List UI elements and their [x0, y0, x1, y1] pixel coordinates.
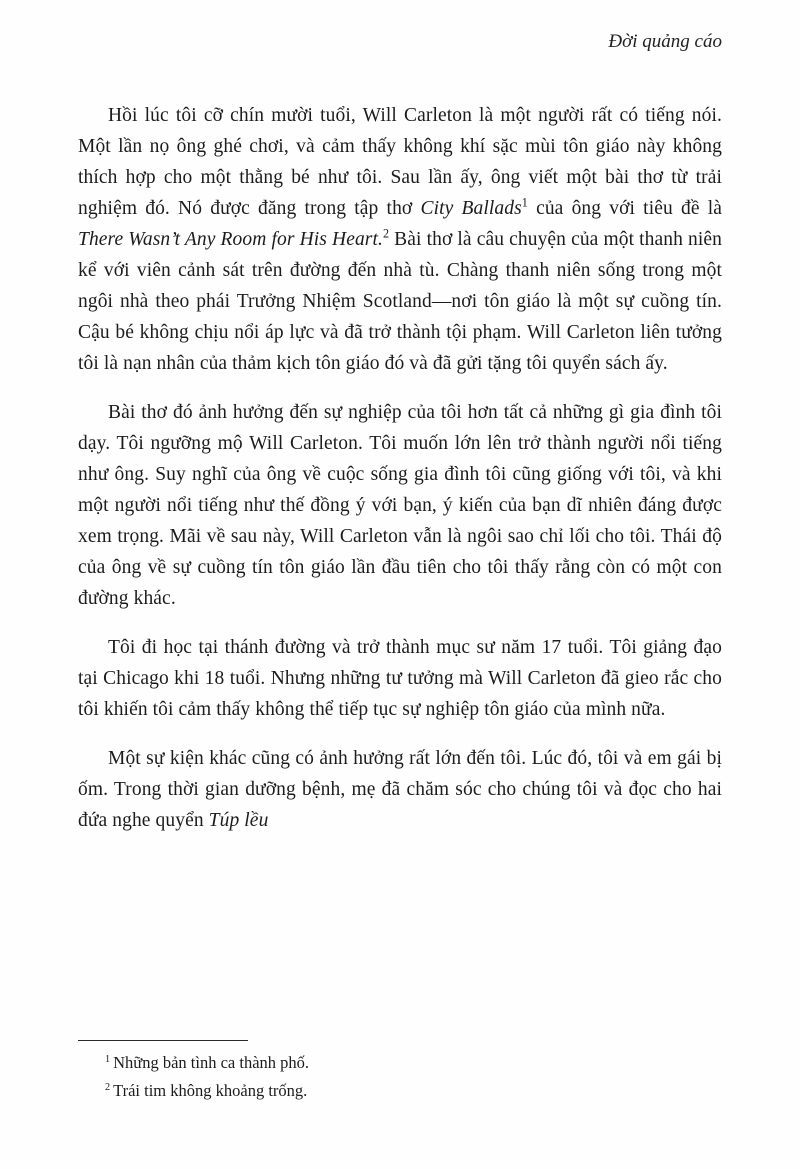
footnote-text: Những bản tình ca thành phố. [113, 1053, 310, 1072]
text-run: Túp lều [208, 810, 269, 831]
page-body [78, 100, 722, 836]
footnote-marker: 2 [105, 1081, 111, 1093]
text-run: Một sự kiện khác cũng có ảnh hưởng rất lớn đến tôi. Lúc đó, tôi và em gái bị ốm. Trong thời gian dưỡng bệnh, mẹ đã chăm sóc cho chúng tôi và đọc cho hai đứa nghe quyển [78, 748, 722, 831]
paragraph-1 [78, 100, 722, 379]
footnote-2 [78, 1077, 722, 1105]
text-run: Bài thơ là câu chuyện của một thanh niên kể với viên cảnh sát trên đường đến nhà tù. Chàng thanh niên sống trong một ngôi nhà theo phái Trưởng Nhiệm Scotland—nơi tôn giáo là một sự cuồng tín. Cậu bé không chịu nổi áp lực và đã trở thành tội phạm. Will Carleton liên tưởng tôi là nạn nhân của thảm kịch tôn giáo đó và đã gửi tặng tôi quyển sách ấy. [78, 229, 722, 374]
text-run: City Ballads [420, 198, 522, 219]
footnote-text: Trái tim không khoảng trống. [113, 1081, 308, 1100]
text-run: Tôi đi học tại thánh đường và trở thành mục sư năm 17 tuổi. Tôi giảng đạo tại Chicago khi 18 tuổi. Nhưng những tư tưởng mà Will Carleton đã gieo rắc cho tôi khiến tôi cảm thấy không thể tiếp tục sự nghiệp tôn giáo của mình nữa. [78, 637, 722, 720]
text-run: There Wasn’t Any Room for His Heart. [78, 229, 383, 250]
text-run: của ông với tiêu đề là [527, 198, 722, 219]
running-header: Đời quảng cáo [608, 31, 722, 52]
paragraph-3 [78, 632, 722, 725]
text-run: Hồi lúc tôi cỡ chín mười tuổi, Will Carleton là một người rất có tiếng nói. Một lần nọ ông ghé chơi, và cảm thấy không khí sặc mùi tôn giáo này không thích hợp cho một thằng bé như tôi. Sau lần ấy, ông viết một bài thơ từ trải nghiệm đó. Nó được đăng trong tập thơ [78, 105, 722, 219]
footnote-marker: 1 [105, 1053, 111, 1065]
text-run: Bài thơ đó ảnh hưởng đến sự nghiệp của tôi hơn tất cả những gì gia đình tôi dạy. Tôi ngưỡng mộ Will Carleton. Tôi muốn lớn lên trở thành người nổi tiếng như ông. Suy nghĩ của ông về cuộc sống gia đình tôi cũng giống với tôi, và khi một người nổi tiếng như thế đồng ý với bạn, ý kiến của bạn dĩ nhiên đáng được xem trọng. Mãi về sau này, Will Carleton vẫn là ngôi sao chỉ lối cho tôi. Thái độ của ông về sự cuồng tín tôn giáo lần đầu tiên cho tôi thấy rằng còn có một con đường khác. [78, 402, 722, 609]
footnote-ref: 1 [521, 195, 528, 210]
footnote-ref: 2 [382, 226, 390, 241]
footnote-1 [78, 1049, 722, 1077]
paragraph-4 [78, 743, 722, 836]
footnote-separator [78, 1040, 248, 1041]
paragraph-2 [78, 397, 722, 614]
footnotes [78, 1040, 722, 1105]
